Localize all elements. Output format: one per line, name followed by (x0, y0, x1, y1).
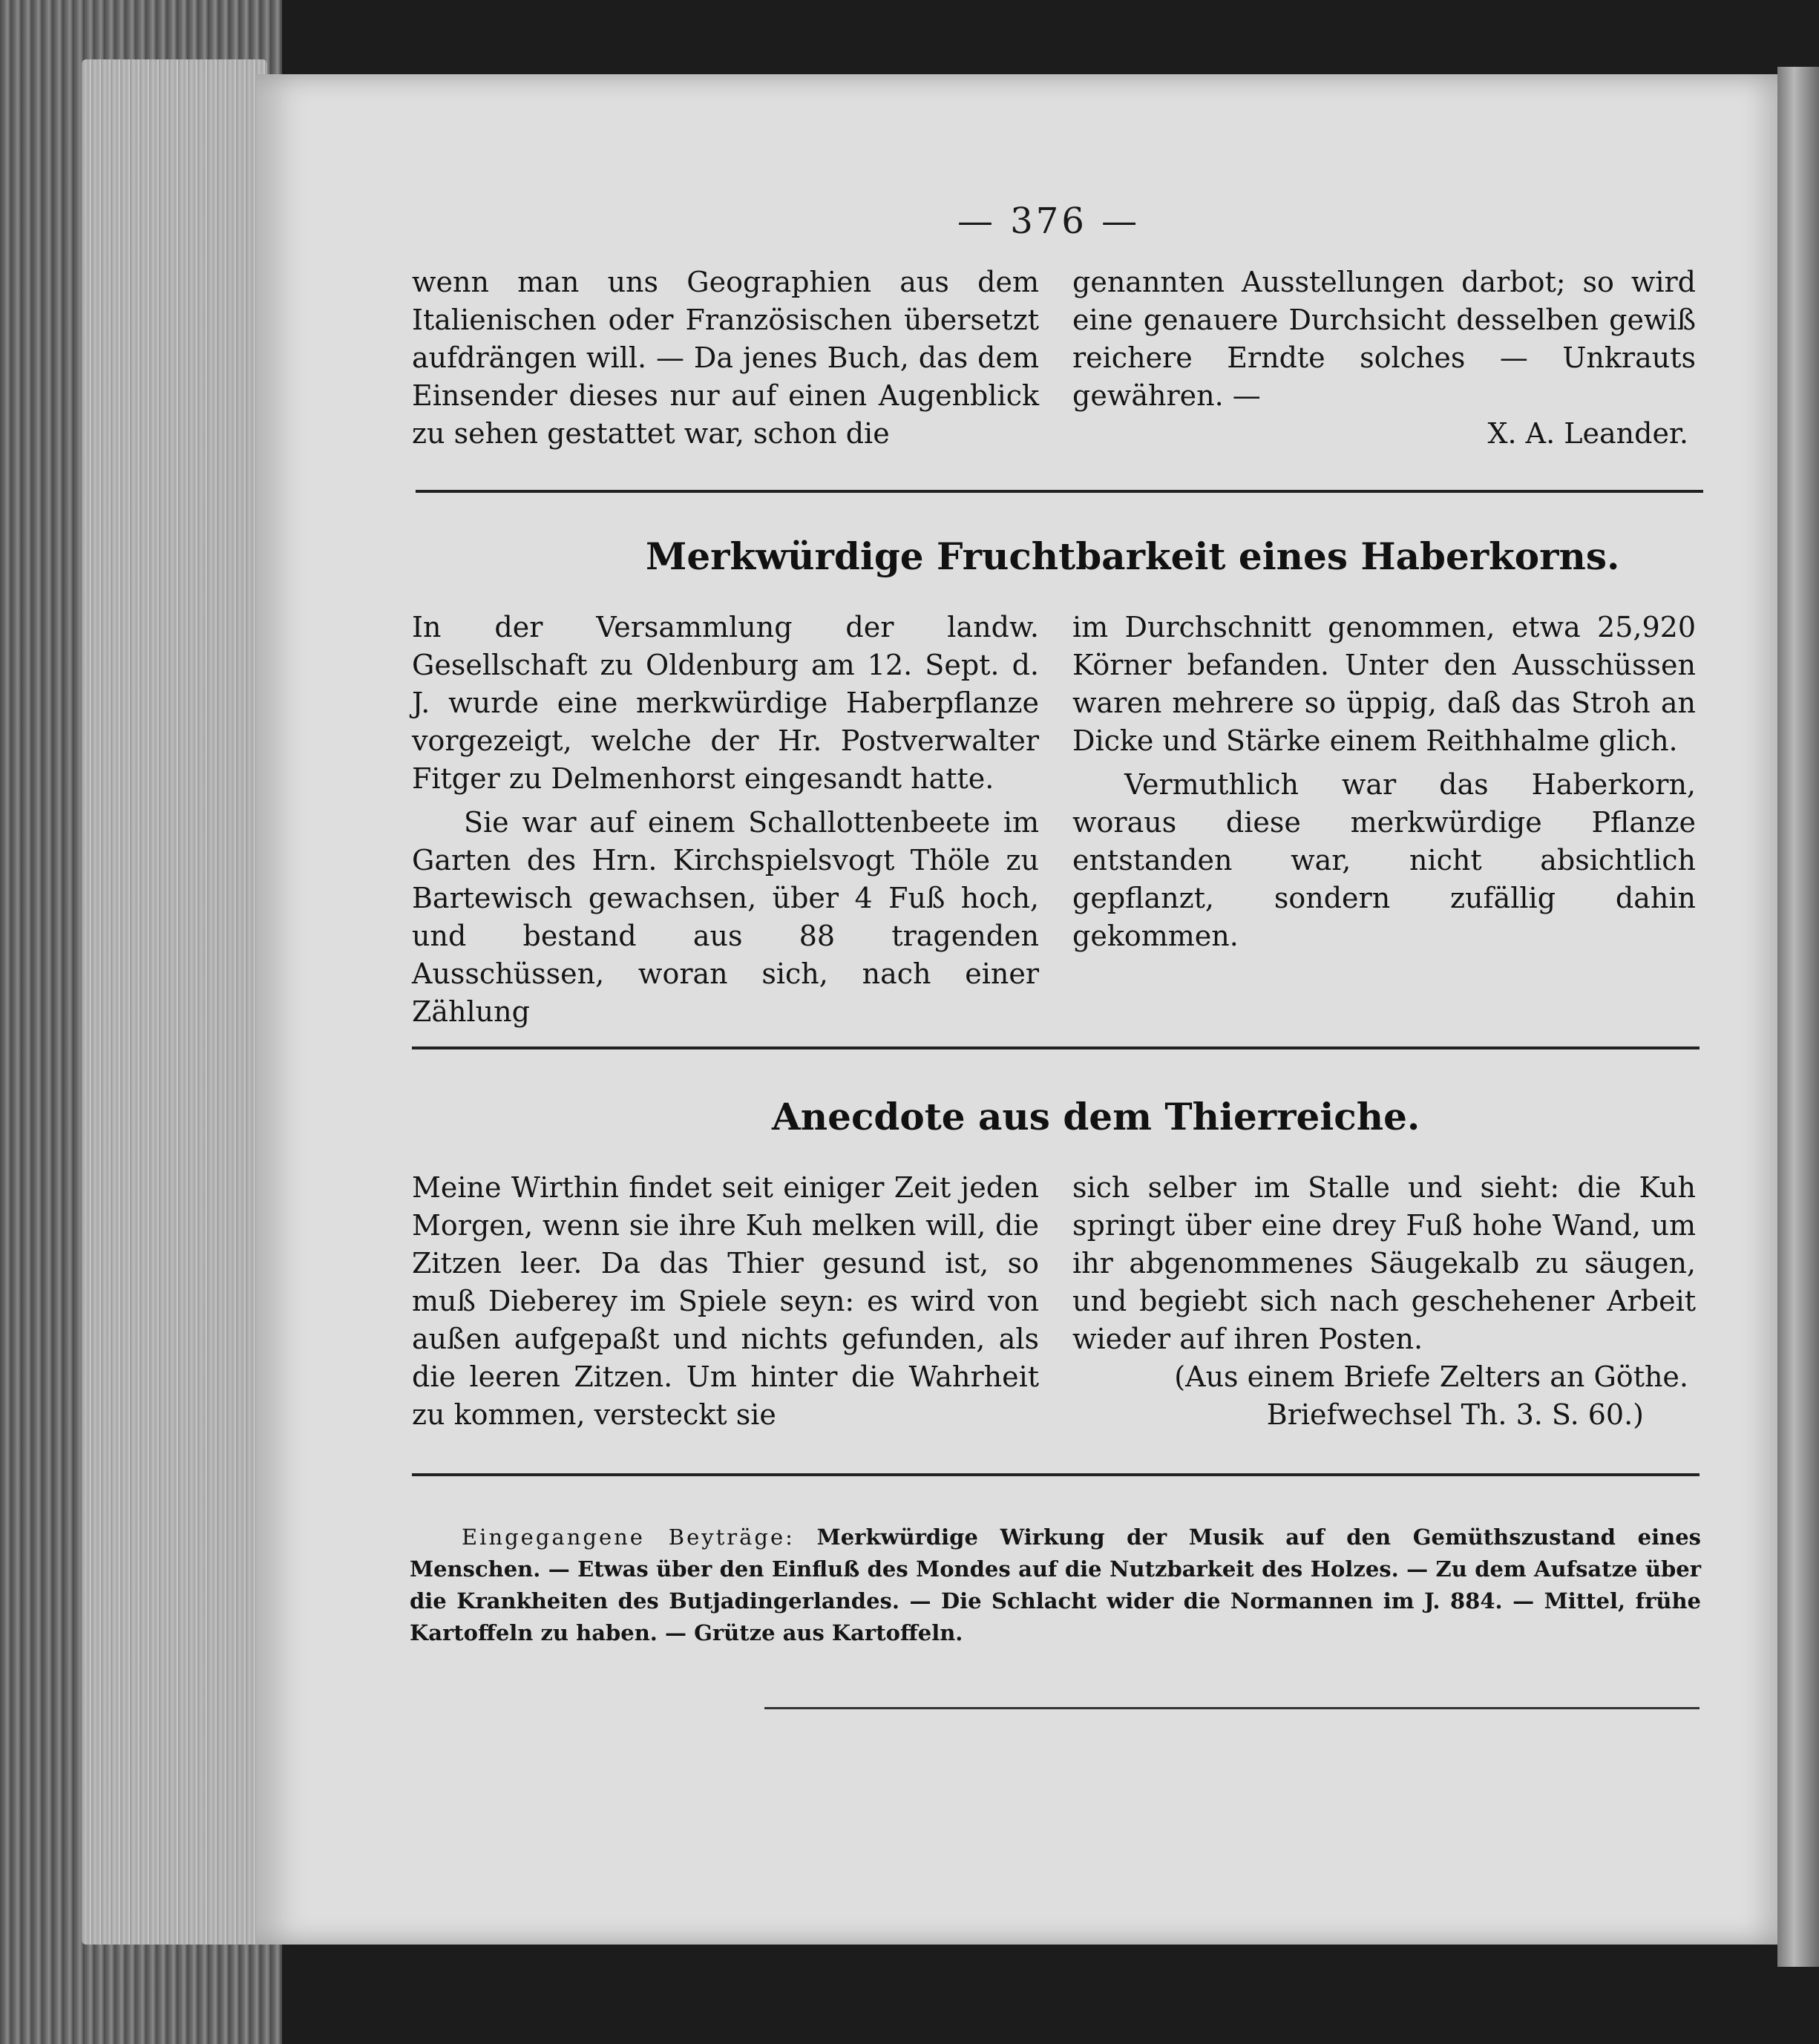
article1-left-paragraph-1: In der Versammlung der landw. Gesellschaft zu Oldenburg am 12. Sept. d. J. wurde eine merkwürdige Haberpflanze vorgezeigt, welche der Hr. Postverwalter Fitger zu Delmenhorst eingesandt hatte. (412, 611, 1039, 795)
intro-signature: X. A. Leander. (1487, 417, 1688, 450)
article1-left-column (412, 609, 1039, 1031)
article2-right-text: sich selber im Stalle und sieht: die Kuh springt über eine drey Fuß hohe Wand, um ihr abgenommenes Säugekalb zu säugen, und begiebt sich nach geschehener Arbeit wieder auf ihren Posten. (1072, 1171, 1696, 1355)
article1-right-paragraph-1: im Durchschnitt genommen, etwa 25,920 Körner befanden. Unter den Ausschüssen waren mehrere so üppig, daß das Stroh an Dicke und Stärke einem Reithhalme glich. (1072, 611, 1696, 757)
closing-rule (764, 1707, 1700, 1709)
article1-right-paragraph-2: Vermuthlich war das Haberkorn, woraus diese merkwürdige Pflanze entstanden war, nicht absichtlich gepflanzt, sondern zufällig dahin gekommen. (1072, 768, 1696, 952)
article2-source-line-2: Briefwechsel Th. 3. S. 60.) (1266, 1398, 1644, 1431)
section-divider-3 (412, 1473, 1700, 1476)
book-edge-highlight (82, 59, 267, 1945)
section-divider-2 (412, 1046, 1700, 1049)
article1-left-paragraph-2: Sie war auf einem Schallottenbeete im Garten des Hrn. Kirchspielsvogt Thöle zu Bartewisch gewachsen, über 4 Fuß hoch, und bestand aus 88 tragenden Ausschüssen, woran sich, nach einer Zählung (412, 806, 1039, 1028)
article2-left-text: Meine Wirthin findet seit einiger Zeit jeden Morgen, wenn sie ihre Kuh melken will, die Zitzen leer. Da das Thier gesund ist, so muß Dieberey im Spiele seyn: es wird von außen aufgepaßt und nichts gefunden, als die leeren Zitzen. Um hinter die Wahrheit zu kommen, versteckt sie (412, 1171, 1039, 1431)
contributions-lead: Eingegangene Beyträge: (462, 1524, 795, 1550)
article2-right-column (1072, 1169, 1696, 1434)
article1-right-column (1072, 609, 1696, 955)
intro-right-text: genannten Ausstellungen darbot; so wird eine genauere Durchsicht desselben gewiß reichere Erndte solches — Unkrauts gewähren. — (1072, 266, 1696, 412)
article2-source-line-1: (Aus einem Briefe Zelters an Göthe. (1174, 1360, 1688, 1393)
page-number: — 376 — (957, 200, 1141, 242)
article2-title: Anecdote aus dem Thierreiche. (772, 1095, 1420, 1139)
contributions-text: Merkwürdige Wirkung der Musik auf den Gemüthszustand eines Menschen. — Etwas über den Einfluß des Mondes auf die Nutzbarkeit des Holzes. — Zu dem Aufsatze über die Krankheiten des Butjadingerlandes. — Die Schlacht wider die Normannen im J. 884. — Mittel, frühe Kartoffeln zu haben. — Grütze aus Kartoffeln. (410, 1524, 1701, 1645)
intro-right-column (1072, 263, 1696, 453)
intro-left-text: wenn man uns Geographien aus dem Italienischen oder Französischen übersetzt aufdrängen will. — Da jenes Buch, das dem Einsender dieses nur auf einen Augenblick zu sehen gestattet war, schon die (412, 266, 1039, 450)
intro-left-column (412, 263, 1039, 453)
contributions-block (410, 1521, 1701, 1649)
section-divider-1 (416, 490, 1703, 493)
next-page-edge (1777, 67, 1819, 1967)
article1-title: Merkwürdige Fruchtbarkeit eines Haberkorns. (646, 534, 1620, 578)
article2-left-column (412, 1169, 1039, 1434)
